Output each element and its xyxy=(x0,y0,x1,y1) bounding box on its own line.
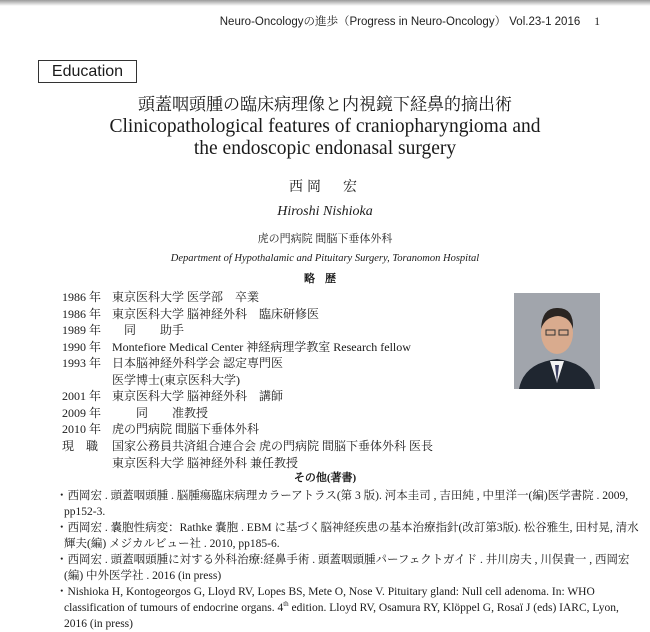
career-item xyxy=(62,322,184,339)
current-position xyxy=(62,438,433,455)
career-text: 医学博士(東京医科大学) xyxy=(112,372,240,387)
reference-item: ・西岡宏 . 頭蓋咽頭腫に対する外科治療:経鼻手術 . 頭蓋咽頭腫パーフェクトガイド . 井川房夫 , 川俣貴一 , 西岡宏(編) 中外医学社 . 2016 (in press) xyxy=(56,554,630,582)
current-line: 東京医科大学 脳神経外科 兼任教授 xyxy=(112,455,299,470)
career-text: 日本脳神経外科学会 認定専門医 xyxy=(112,356,284,370)
author-portrait-icon xyxy=(514,293,600,389)
author-japanese: 西岡 宏 xyxy=(289,180,361,195)
reference-item: ・西岡宏 . 頭蓋咽頭腫 . 脳腫瘍臨床病理カラーアトラス(第 3 版). 河本圭司 , 吉田純 , 中里洋一(編)医学書院 . 2009, pp152-3. xyxy=(56,490,629,518)
title-english-line1: Clinicopathological features of craniopharyngioma and xyxy=(109,116,541,137)
career-text: Montefiore Medical Center 神経病理学教室 Research fellow xyxy=(112,339,411,354)
career-text: 同 助手 xyxy=(112,323,185,337)
career-item xyxy=(62,405,208,422)
author-english: Hiroshi Nishioka xyxy=(277,204,373,219)
career-year: 1993 年 xyxy=(62,356,102,370)
career-year: 2009 年 xyxy=(62,405,102,420)
title-english-line2: the endoscopic endonasal surgery xyxy=(193,138,457,159)
career-year: 2010 年 xyxy=(62,422,102,436)
ref-text: edition. Lloyd RV, Osamura RY, Klöppel G, Rosaï J (eds) IARC, Lyon, 2016 (in press) xyxy=(64,602,619,630)
career-item xyxy=(62,339,411,356)
career-item xyxy=(62,355,283,372)
career-year: 1986 年 xyxy=(62,290,102,304)
career-year: 1990 年 xyxy=(62,339,102,354)
career-heading: 略歴 xyxy=(304,273,346,285)
current-line: 国家公務員共済組合連合会 虎の門病院 間脳下垂体外科 医長 xyxy=(112,439,434,453)
career-item xyxy=(62,388,283,405)
career-item xyxy=(62,306,319,323)
career-year: 1989 年 xyxy=(62,323,102,337)
ref-text: ・Nishioka H, Kontogeorgos G, Lloyd RV, Lopes BS, Mete O, Nose V. Pituitary gland: Null cell adenoma. In: WHO classification of tumours of endocrine organs. 4 xyxy=(56,586,595,614)
career-text: 同 准教授 xyxy=(112,405,209,420)
career-item xyxy=(62,372,240,389)
career-item xyxy=(62,421,259,438)
running-header xyxy=(220,13,600,29)
reference-list xyxy=(56,488,640,632)
affiliation-english: Department of Hypothalamic and Pituitary Surgery, Toranomon Hospital xyxy=(170,253,480,264)
others-heading: その他(著書) xyxy=(293,472,357,484)
title-english xyxy=(0,116,650,160)
top-shadow xyxy=(0,0,650,6)
journal-name: Neuro-Oncologyの進歩（Progress in Neuro-Oncology） Vol.23-1 2016 xyxy=(219,16,581,28)
page-number: 1 xyxy=(594,16,600,28)
career-text: 虎の門病院 間脳下垂体外科 xyxy=(112,422,260,436)
career-text: 東京医科大学 医学部 卒業 xyxy=(112,290,260,304)
ref-sup: th xyxy=(283,600,289,609)
current-label: 現 職 xyxy=(62,439,99,453)
career-item xyxy=(62,289,259,306)
career-year: 1986 年 xyxy=(62,306,102,321)
reference-item: ・西岡宏 . 嚢胞性病変：Rathke 嚢胞 . EBM に基づく脳神経疾患の基本治療指針(改訂第3版). 松谷雅生, 田村晃, 清水輝夫(編) メジカルビュー社 . 2010, pp185-6. xyxy=(56,522,639,550)
title-japanese: 頭蓋咽頭腫の臨床病理像と内視鏡下経鼻的摘出術 xyxy=(138,95,512,115)
career-year: 2001 年 xyxy=(62,389,102,403)
current-position-2 xyxy=(62,455,298,472)
affiliation-japanese: 虎の門病院 間脳下垂体外科 xyxy=(257,233,393,245)
section-label: Education xyxy=(38,60,137,83)
career-text: 東京医科大学 脳神経外科 臨床研修医 xyxy=(112,306,320,321)
career-text: 東京医科大学 脳神経外科 講師 xyxy=(112,389,284,403)
